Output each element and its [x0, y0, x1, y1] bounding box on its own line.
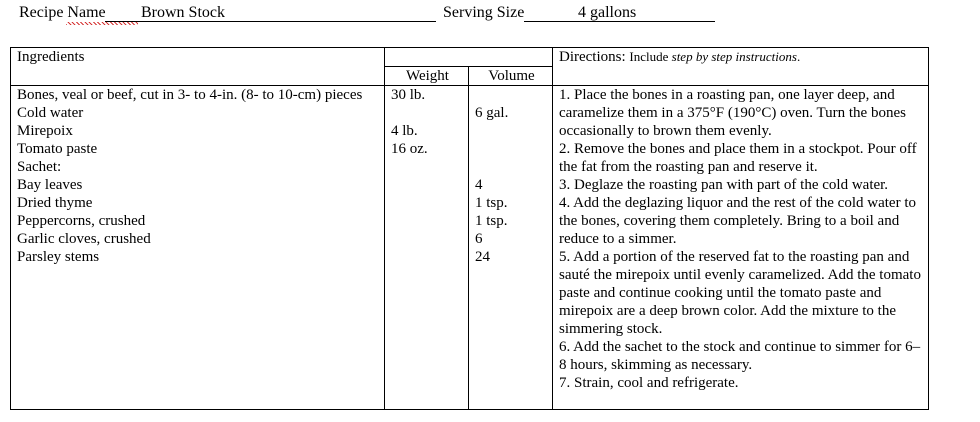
ingredient-name: Bones, veal or beef, cut in 3- to 4-in. (8- to 10-cm) pieces: [17, 87, 363, 103]
ingredient-weight: 16 oz.: [391, 141, 428, 157]
ingredient-name: Mirepoix: [17, 123, 73, 139]
ingredient-volume: 1 tsp.: [475, 195, 508, 211]
directions-note-italic: step by step instructions: [671, 49, 797, 64]
ingredient-name: Cold water: [17, 105, 84, 121]
ingredient-volume: [475, 122, 548, 140]
directions-header: Directions:: [559, 49, 626, 65]
ingredient-weight: 4 lb.: [391, 123, 418, 139]
ingredient-weight: [391, 248, 464, 266]
volume-header: Volume: [469, 67, 553, 86]
direction-step: 5. Add a portion of the reserved fat to the roasting pan and sauté the mirepoix until evenly caramelized. Add the tomato paste and continue cooking until the tomato paste and mirepoix are a deep brown color. Add the mixture to the simmering stock.: [559, 249, 921, 337]
ingredient-volume: 24: [475, 249, 490, 265]
ingredient-volume: 6 gal.: [475, 105, 509, 121]
ingredient-name: Sachet:: [17, 159, 62, 175]
recipe-name-underline: [105, 21, 436, 22]
ingredient-weights-cell: [385, 86, 469, 410]
serving-size-value[interactable]: 4 gallons: [578, 4, 637, 21]
direction-step: 1. Place the bones in a roasting pan, one layer deep, and caramelize them in a 375°F (190°C) oven. Turn the bones occasionally to brown them evenly.: [559, 87, 906, 139]
ingredient-weight: [391, 176, 464, 194]
directions-cell: [553, 86, 929, 410]
ingredient-weight: [391, 194, 464, 212]
ingredient-weight: [391, 212, 464, 230]
ingredient-volume: [475, 140, 548, 158]
serving-size-label: Serving Size: [443, 4, 525, 21]
ingredient-weight: [391, 104, 464, 122]
ingredients-header-cell: [11, 48, 385, 86]
ingredient-name: Dried thyme: [17, 195, 93, 211]
ingredient-volume: [475, 86, 548, 104]
ingredient-volume: [475, 158, 548, 176]
ingredient-names-cell: [11, 86, 385, 410]
ingredients-header: Ingredients: [17, 49, 85, 65]
ingredient-volume: 1 tsp.: [475, 213, 508, 229]
direction-step: 3. Deglaze the roasting pan with part of the cold water.: [559, 177, 889, 193]
direction-step: 7. Strain, cool and refrigerate.: [559, 375, 739, 391]
ingredient-name: Tomato paste: [17, 141, 98, 157]
direction-step: 6. Add the sachet to the stock and continue to simmer for 6–8 hours, skimming as necessary.: [559, 339, 921, 373]
recipe-table: [10, 47, 929, 410]
ingredient-volume: 4: [475, 177, 483, 193]
spellcheck-underline: [66, 22, 138, 25]
ingredient-weight: [391, 230, 464, 248]
quantity-header-cell: [385, 48, 553, 67]
recipe-name-label: Recipe Name: [19, 4, 106, 21]
directions-note: Include step by step instructions.: [629, 49, 801, 64]
direction-step: 2. Remove the bones and place them in a stockpot. Pour off the fat from the roasting pan and reserve it.: [559, 141, 917, 175]
ingredient-weight: 30 lb.: [391, 87, 426, 103]
direction-step: 4. Add the deglazing liquor and the rest of the cold water to the bones, covering them completely. Bring to a boil and reduce to a simmer.: [559, 195, 916, 247]
recipe-name-value[interactable]: Brown Stock: [141, 4, 225, 21]
directions-header-cell: [553, 48, 929, 86]
recipe-header: [0, 3, 980, 25]
weight-header: Weight: [385, 67, 469, 86]
ingredient-name: Peppercorns, crushed: [17, 213, 146, 229]
ingredient-name: Parsley stems: [17, 249, 100, 265]
ingredient-weight: [391, 158, 464, 176]
serving-size-underline: [524, 21, 715, 22]
ingredient-name: Garlic cloves, crushed: [17, 231, 151, 247]
ingredient-volume: 6: [475, 231, 483, 247]
ingredient-volumes-cell: [469, 86, 553, 410]
ingredient-name: Bay leaves: [17, 177, 83, 193]
